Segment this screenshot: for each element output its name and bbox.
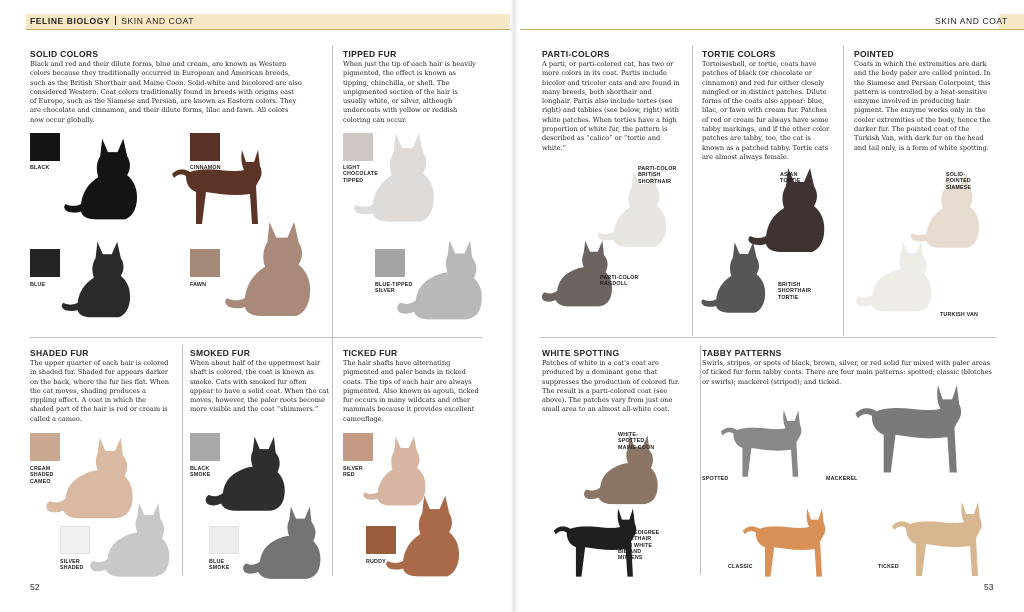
section-title: PARTI-COLORS [542, 49, 610, 59]
label-fawn: FAWN [190, 282, 207, 288]
row-divider [30, 337, 482, 338]
label-asian-tortie: ASIAN TORTIE [780, 172, 801, 185]
section-pointed [854, 49, 994, 153]
cat-blue-smoke [238, 498, 330, 584]
header-rule-right [520, 29, 1024, 30]
label-black: BLACK [30, 165, 50, 171]
section-body: A parti, or parti-colored cat, has two or more colors in its coat. Partis include bicolor and tricolor cats and are found in many breeds, both shorthair and longhair. Partis also include tortes (see right) and tabbies (see below, right) with white patches. When torties have a high proportion of white fur, the pattern is described as “calico” or “tortie and white.” [542, 60, 680, 152]
swatch-silver-shaded [60, 526, 90, 554]
cat-british-tortie [696, 230, 780, 325]
header-section-left: SKIN AND COAT [121, 16, 195, 26]
label-turkish-van: TURKISH VAN [940, 312, 979, 318]
section-body: The hair shafts have alternating pigmented and paler bands in ticked coats. The tips of each hair are always pigmented. Also known as agouti, ticked fur occurs in many wildcats and other mammals because it provides excellent camouflage. [343, 359, 479, 423]
section-title: TIPPED FUR [343, 49, 397, 59]
label-blue: BLUE [30, 282, 46, 288]
cat-turkish-van [854, 222, 938, 327]
cat-mackerel-tabby [842, 364, 982, 482]
label-silver-red: SILVER RED [343, 466, 363, 479]
label-mackerel: MACKEREL [826, 476, 858, 482]
cat-parti-ragdoll [540, 220, 618, 324]
section-ticked-fur [343, 348, 483, 424]
cat-black [58, 130, 154, 228]
section-title: SHADED FUR [30, 348, 89, 358]
row-divider [540, 337, 996, 338]
cat-light-chocolate-tipped [345, 125, 455, 230]
section-solid-colors [30, 49, 302, 125]
cat-ruddy-ticked [378, 488, 478, 584]
label-cream-cameo: CREAM SHADED CAMEO [30, 466, 54, 485]
label-ticked: TICKED [878, 564, 899, 570]
section-shaded-fur [30, 348, 170, 424]
section-white-spotting [542, 348, 682, 415]
label-siamese: SOLID-POINTED SIAMESE [946, 172, 972, 191]
column-divider [843, 46, 844, 336]
page-number-right: 53 [984, 582, 994, 592]
label-silver-shaded: SILVER SHADED [60, 559, 84, 572]
label-parti-ragdoll: PARTI-COLOR RAGDOLL [600, 275, 639, 288]
label-spotted: SPOTTED [702, 476, 729, 482]
section-title: SMOKED FUR [190, 348, 251, 358]
section-title: TABBY PATTERNS [702, 348, 782, 358]
label-parti-british: PARTI-COLOR BRITISH SHORTHAIR [638, 166, 677, 185]
column-divider [332, 46, 333, 576]
label-ruddy: RUDDY [366, 559, 386, 565]
cat-blue [56, 232, 146, 327]
page-number-left: 52 [30, 582, 40, 592]
section-title: POINTED [854, 49, 894, 59]
running-header-right: SKIN AND COAT [935, 16, 1008, 26]
cat-blue-tipped-silver [395, 230, 489, 326]
label-classic: CLASSIC [728, 564, 753, 570]
section-body: Patches of white in a cat’s coat are produced by a dominant gene that suppresses the production of colored fur. The result is a parti-colored coat (see above). The patches vary from just one small area to an almost all-white coat. [542, 359, 680, 414]
label-cinnamon: CINNAMON [190, 165, 221, 171]
column-divider [692, 46, 693, 336]
section-body: Tortoiseshell, or tortie, coats have patches of black (or chocolate or cinnamon) and red fur either closely mingled or in distinct patches. Dilute forms of the coats also appear: blue, lilac, or fawn with cream fur. Patches of red or cream fur always have some tabby markings, and if the other color patches are tabby, too, the cat is known as a patched tabby. Tortie cats are almost always female. [702, 60, 830, 161]
column-divider [182, 345, 183, 575]
section-tipped-fur [343, 49, 483, 125]
section-body: The upper quarter of each hair is colored in shaded fur. Shaded fur appears darker on the back, where the fur lies flat. When the cat moves, shading produces a rippling effect. A coat in which the shaded part of the hair is red or cream is called a cameo. [30, 359, 169, 423]
cat-fawn [218, 210, 330, 328]
header-chapter: FELINE BIOLOGY [30, 16, 111, 26]
section-parti-colors [542, 49, 682, 153]
swatch-black [30, 133, 60, 161]
section-body: When just the tip of each hair is heavily pigmented, the effect is known as tipping, chinchilla, or shell. The unpigmented section of the hair is usually white, or silver, although undercoats with yellow or reddish coloring can occur. [343, 60, 476, 124]
label-blue-tipped: BLUE-TIPPED SILVER [375, 282, 413, 295]
section-body: When about half of the uppermost hair shaft is colored, the coat is known as smoke. Cats with smoked fur often appear to have a solid coat. When the cat moves, however, the paler roots become more visible and the coat “shimmers.” [190, 359, 329, 414]
swatch-fawn [190, 249, 220, 277]
book-spine [510, 0, 518, 612]
label-blue-smoke: BLUE SMOKE [209, 559, 230, 572]
swatch-blue-smoke [209, 526, 239, 554]
running-header-left [30, 16, 194, 26]
section-title: TORTIE COLORS [702, 49, 776, 59]
label-nonpedigree: NONPEDIGREE SHORTHAIR WITH WHITE BIB AND MITTENS [618, 530, 660, 562]
label-light-chocolate: LIGHT CHOCOLATE TIPPED [343, 165, 378, 184]
section-title: SOLID COLORS [30, 49, 99, 59]
section-title: TICKED FUR [343, 348, 398, 358]
label-british-tortie: BRITISH SHORTHAIR TORTIE [778, 282, 812, 301]
section-body: Swirls, stripes, or spots of black, brown, silver, or red solid fur mixed with paler areas of ticked fur form tabby coats. There are four main patterns: spotted; classic (blotches or swirls); mackerel (striped); and ticked. [702, 359, 992, 386]
section-title: WHITE SPOTTING [542, 348, 620, 358]
section-body: Coats in which the extremities are dark and the body paler are called pointed. In the Siamese and Persian Colorpoint, this pattern is controlled by a heat-sensitive enzyme involved in producing hair pigment. The enzyme works only in the cooler extremities of the body, hence the darker fur. The pointed coat of the Turkish Van, with dark fur on the head and tail only, is a form of white spotting. [854, 60, 991, 152]
section-body: Black and red and their dilute forms, blue and cream, are known as Western colors because they traditionally occurred in European and American breeds, such as the British Shorthair and Maine Coon. Solid-white and bicolored are also considered Western. Coat colors traditionally found in breeds with origins east of Europe, such as the Siamese and Persian, are known as Eastern colors. They are chocolate and cinnamon, and their dilute forms, lilac and fawn. All colors now occur globally. [30, 60, 302, 124]
header-rule-left [26, 29, 510, 30]
label-black-smoke: BLACK SMOKE [190, 466, 211, 479]
section-tortie-colors [702, 49, 834, 162]
section-smoked-fur [190, 348, 330, 415]
cat-spotted-tabby [708, 394, 820, 484]
label-maine-coon: WHITE-SPOTTED MAINE COON [618, 432, 655, 451]
column-divider [700, 345, 701, 575]
cat-silver-shaded [88, 492, 176, 584]
